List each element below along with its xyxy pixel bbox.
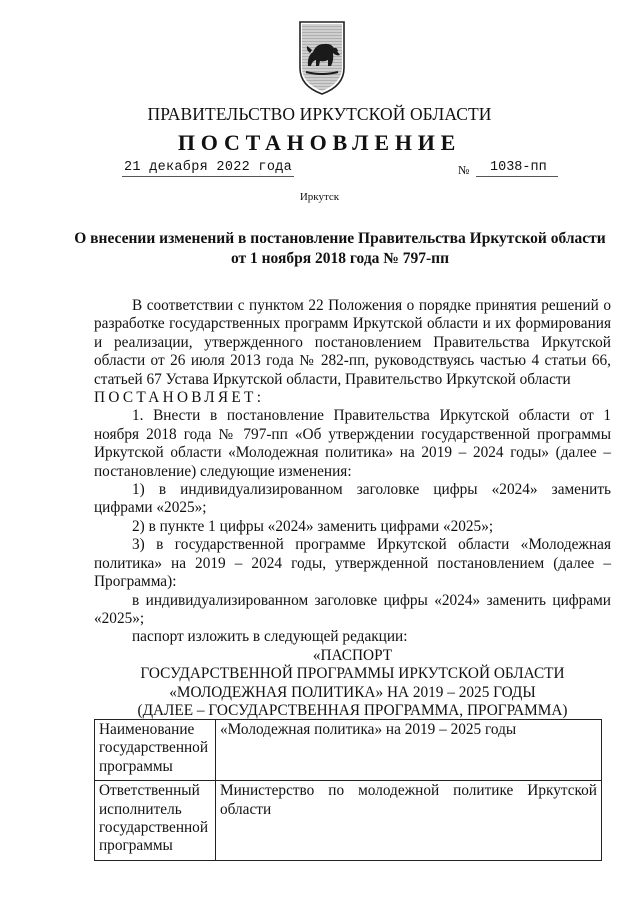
number-sign: № bbox=[458, 163, 470, 177]
passport-line-4: (ДАЛЕЕ – ГОСУДАРСТВЕННАЯ ПРОГРАММА, ПРОГРАММА) bbox=[137, 701, 568, 719]
paragraph-sub-3: 3) в государственной программе Иркутской области «Молодежная политика» на 2019 – 2024 годы, утвержденной постановлением (далее – Программа): bbox=[94, 536, 611, 591]
passport-table bbox=[94, 719, 602, 861]
decree-word: ПОСТАНОВЛЯЕТ: bbox=[94, 389, 265, 407]
document-date: 21 декабря 2022 года bbox=[124, 160, 293, 175]
document-body bbox=[94, 297, 611, 720]
document-city: Иркутск bbox=[299, 191, 340, 203]
document-title bbox=[60, 229, 620, 269]
document-type: ПОСТАНОВЛЕНИЕ bbox=[177, 130, 462, 155]
document-number: 1038-пп bbox=[476, 160, 558, 177]
table-row bbox=[95, 781, 602, 861]
passport-line-3: «МОЛОДЕЖНАЯ ПОЛИТИКА» НА 2019 – 2025 ГОДЫ bbox=[169, 683, 536, 701]
coat-of-arms-emblem bbox=[298, 20, 346, 96]
paragraph-item-1: 1. Внести в постановление Правительства Иркутской области от 1 ноября 2018 года № 797-пп «Об утверждении государственной программы Иркутской области «Молодежная политика» на 2019 – 2024 годы» (далее – постановление) следующие изменения: bbox=[94, 407, 611, 480]
title-line-2: от 1 ноября 2018 года № 797-пп bbox=[230, 250, 450, 267]
table-cell-value: «Молодежная политика» на 2019 – 2025 годы bbox=[216, 720, 602, 781]
government-name: ПРАВИТЕЛЬСТВО ИРКУТСКОЙ ОБЛАСТИ bbox=[147, 104, 492, 124]
title-line-1: О внесении изменений в постановление Правительства Иркутской области bbox=[74, 230, 606, 247]
paragraph-preamble: В соответствии с пунктом 22 Положения о порядке принятия решений о разработке государственных программ Иркутской области и их формирования и реализации, утвержденного постановлением Правительства Иркутской области от 26 июля 2013 года № 282-пп, руководствуясь частью 4 статьи 66, статьей 67 Устава Иркутской области, Правительство Иркутской области bbox=[94, 297, 611, 388]
table-cell-value: Министерство по молодежной политике Иркутской области bbox=[216, 781, 602, 861]
paragraph-sub-2: 2) в пункте 1 цифры «2024» заменить цифрами «2025»; bbox=[132, 517, 494, 535]
passport-heading bbox=[94, 647, 611, 721]
table-cell-label: Ответственный исполнитель государственной программы bbox=[95, 781, 216, 861]
paragraph-heading-change: в индивидуализированном заголовке цифры «2024» заменить цифрами «2025»; bbox=[94, 591, 611, 627]
paragraph-passport-intro: паспорт изложить в следующей редакции: bbox=[132, 628, 408, 646]
paragraph-sub-1: 1) в индивидуализированном заголовке цифры «2024» заменить цифрами «2025»; bbox=[94, 481, 611, 517]
table-row bbox=[95, 720, 602, 781]
passport-line-1: «ПАСПОРТ bbox=[312, 646, 393, 664]
passport-line-2: ГОСУДАРСТВЕННОЙ ПРОГРАММЫ ИРКУТСКОЙ ОБЛАСТИ bbox=[140, 665, 565, 683]
table-cell-label: Наименование государственной программы bbox=[95, 720, 216, 781]
